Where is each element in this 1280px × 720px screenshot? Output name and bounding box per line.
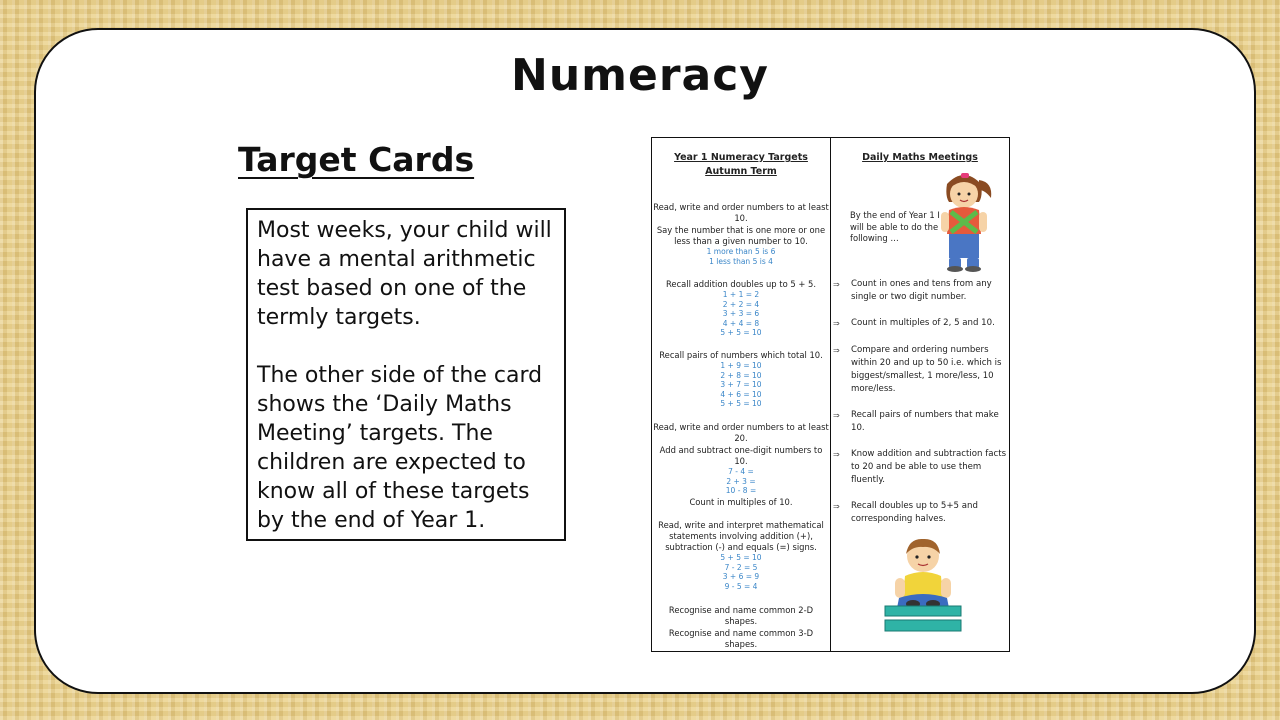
target-item — [652, 350, 830, 409]
target-example: 5 + 5 = 10 — [720, 399, 762, 409]
target-item — [652, 628, 830, 650]
left-heading-line2: Autumn Term — [705, 166, 777, 177]
arrow-icon: ⇒ — [833, 502, 840, 511]
boy-illustration — [883, 536, 963, 636]
target-example: 1 + 1 = 2 — [722, 290, 760, 299]
daily-target-text: Recall doubles up to 5+5 and corresponding halves. — [851, 501, 978, 524]
arrow-icon: ⇒ — [833, 411, 840, 420]
target-example: 3 + 6 = 9 — [722, 572, 760, 582]
target-example: 5 + 5 = 10 — [720, 553, 762, 562]
target-text: Read, write and order numbers to at least 10. — [653, 202, 829, 223]
arrow-icon: ⇒ — [833, 280, 840, 289]
target-example: 9 - 5 = 4 — [724, 581, 758, 591]
daily-target-text: Compare and ordering numbers within 20 and up to 50 i.e. which is biggest/smallest, 1 more/less, 10 more/less. — [851, 345, 1002, 394]
daily-target-item — [833, 278, 1007, 304]
daily-maths-column — [831, 138, 1009, 651]
section-subtitle: Target Cards — [238, 140, 475, 179]
target-item — [652, 605, 830, 627]
targets-column — [652, 138, 830, 651]
daily-target-text: Know addition and subtraction facts to 20 and be able to use them fluently. — [851, 449, 1007, 485]
target-text: Recall pairs of numbers which total 10. — [659, 350, 823, 360]
target-card-image — [651, 137, 1010, 652]
intro-text: By the end of Year 1 I will be able to do the following … — [850, 210, 940, 243]
target-item — [652, 279, 830, 338]
target-example: 1 more than 5 is 6 — [706, 247, 776, 256]
target-text: Read, write and order numbers to at least 20. — [653, 422, 829, 443]
right-heading: Daily Maths Meetings — [862, 152, 978, 163]
daily-target-text: Count in ones and tens from any single or two digit number. — [851, 279, 992, 302]
explanation-textbox — [246, 208, 566, 541]
daily-target-text: Count in multiples of 2, 5 and 10. — [851, 318, 995, 328]
target-item — [652, 520, 830, 591]
target-text: Say the number that is one more or one less than a given number to 10. — [656, 225, 826, 246]
daily-target-item — [833, 448, 1007, 487]
target-example: 7 - 4 = — [728, 467, 754, 476]
page-title: Numeracy — [511, 50, 769, 101]
target-text: Recognise and name common 2-D shapes. — [668, 605, 814, 626]
target-example: 4 + 6 = 10 — [720, 389, 762, 399]
daily-target-item — [833, 317, 1007, 330]
target-example: 4 + 4 = 8 — [722, 318, 760, 328]
target-example: 3 + 3 = 6 — [722, 309, 760, 319]
target-text: Add and subtract one-digit numbers to 10. — [659, 445, 823, 466]
target-example: 7 - 2 = 5 — [724, 562, 758, 572]
arrow-icon: ⇒ — [833, 450, 840, 459]
target-example: 1 less than 5 is 4 — [709, 256, 773, 266]
target-example: 2 + 8 = 10 — [720, 370, 762, 380]
daily-target-text: Recall pairs of numbers that make 10. — [851, 410, 999, 433]
target-item — [652, 445, 830, 496]
girl-illustration — [933, 168, 995, 272]
target-item — [652, 422, 830, 444]
target-example: 2 + 3 = — [726, 476, 756, 486]
daily-target-item — [833, 344, 1007, 396]
paragraph-2: The other side of the card shows the ‘Daily Maths Meeting’ targets. The children are expected to know all of these targets by the end of Year 1. — [257, 363, 543, 533]
left-heading-line1: Year 1 Numeracy Targets — [674, 152, 808, 163]
arrow-icon: ⇒ — [833, 346, 840, 355]
arrow-icon: ⇒ — [833, 319, 840, 328]
target-example: 1 + 9 = 10 — [720, 361, 762, 370]
daily-target-item — [833, 409, 1007, 435]
target-example: 10 - 8 = — [725, 486, 757, 496]
target-example: 2 + 2 = 4 — [722, 299, 760, 309]
target-item — [652, 497, 830, 508]
target-example: 3 + 7 = 10 — [720, 380, 762, 390]
target-item — [652, 225, 830, 266]
slide-panel — [34, 28, 1256, 694]
daily-target-item — [833, 500, 1007, 526]
paragraph-1: Most weeks, your child will have a mental arithmetic test based on one of the termly targets. — [257, 218, 552, 330]
target-text: Count in multiples of 10. — [689, 497, 793, 507]
target-item — [652, 202, 830, 224]
target-text: Recall addition doubles up to 5 + 5. — [665, 279, 817, 289]
target-text: Recognise and name common 3-D shapes. — [668, 628, 814, 649]
target-example: 5 + 5 = 10 — [720, 328, 762, 338]
target-text: Read, write and interpret mathematical statements involving addition (+), subtraction (-) and equals (=) signs. — [658, 520, 824, 552]
